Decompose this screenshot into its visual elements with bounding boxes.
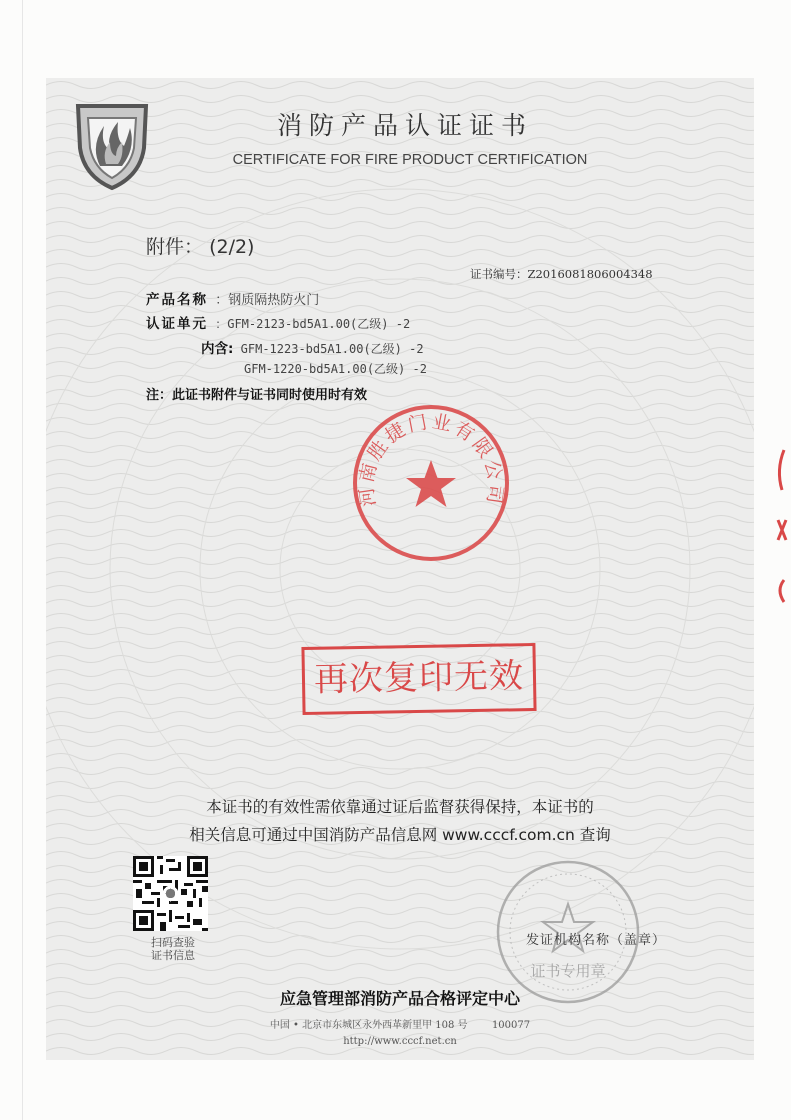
cert-unit-value: ：GFM-2123-bd5A1.00(乙级) -2 [215, 317, 411, 331]
edge-seal-fragment [770, 440, 791, 610]
address: 中国 • 北京市东城区永外西革新里甲 108 号 [269, 1020, 468, 1031]
attachment-prefix: 附件： [146, 236, 204, 258]
attachment-label [146, 232, 254, 259]
title-en: CERTIFICATE FOR FIRE PRODUCT CERTIFICATION [232, 152, 588, 168]
includes-item-1: GFM-1223-bd5A1.00(乙级) -2 [240, 342, 424, 356]
cert-unit-row [146, 312, 410, 332]
includes-label: 内含: [201, 341, 234, 357]
validity-line-2: 相关信息可通过中国消防产品信息网 www.cccf.com.cn 查询 [189, 826, 611, 844]
issuing-center: 应急管理部消防产品合格评定中心 [279, 989, 520, 1008]
validity-note: 注：此证书附件与证书同时使用时有效 [146, 388, 368, 403]
scan-edge [22, 0, 23, 1120]
qr-code-icon [133, 856, 208, 931]
cert-seal-text: 证书专用章 [530, 962, 606, 980]
qr-caption-line-2: 证书信息 [151, 949, 195, 962]
qr-caption-line-1: 扫码查验 [151, 936, 195, 949]
title-cn: 消防产品认证证书 [276, 111, 533, 140]
product-name-value: ：钢质隔热防火门 [215, 293, 320, 308]
includes-row [201, 337, 424, 357]
cert-unit-label: 认证单元 [146, 316, 208, 332]
no-copy-stamp: 再次复印无效 [301, 643, 536, 715]
includes-item-2: GFM-1220-bd5A1.00(乙级) -2 [244, 362, 427, 376]
company-seal [350, 402, 512, 564]
product-name-label: 产品名称 [146, 292, 208, 308]
validity-line-1: 本证书的有效性需依靠通过证后监督获得保持，本证书的 [206, 798, 594, 816]
company-seal-text: 河南胜捷门业有限公司 [355, 410, 507, 509]
product-name-row [146, 288, 319, 308]
star-icon [406, 460, 456, 507]
certificate-number: 证书编号：Z2016081806004348 [470, 267, 653, 281]
qr-caption [128, 936, 218, 962]
postcode: 100077 [491, 1020, 531, 1031]
attachment-page: (2/2) [209, 236, 255, 258]
flame-shield-logo-icon [70, 96, 154, 192]
footer-url[interactable]: http://www.cccf.net.cn [343, 1036, 457, 1047]
address-line [150, 1016, 650, 1031]
issuer-label: 发证机构名称（盖章） [526, 933, 667, 948]
